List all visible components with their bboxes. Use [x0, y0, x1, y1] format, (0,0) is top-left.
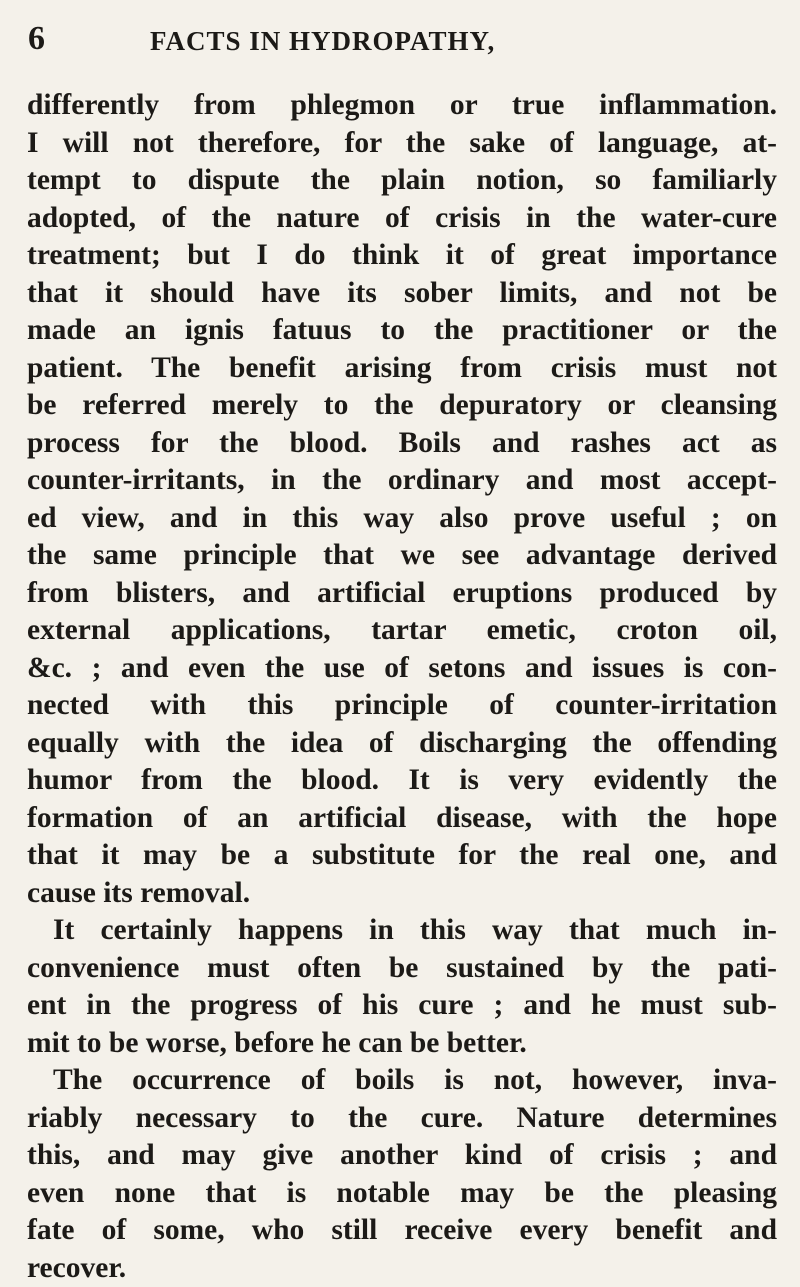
paragraph-3	[27, 1062, 777, 1287]
text-line: external applications, tartar emetic, croton oil,	[27, 612, 777, 650]
text-line: fate of some, who still receive every benefit and	[27, 1212, 777, 1250]
text-line: adopted, of the nature of crisis in the water-cure	[27, 200, 777, 238]
text-line: convenience must often be sustained by the pati-	[27, 950, 777, 988]
text-line: equally with the idea of discharging the offending	[27, 725, 777, 763]
text-line: this, and may give another kind of crisis ; and	[27, 1137, 777, 1175]
text-line: treatment; but I do think it of great importance	[27, 237, 777, 275]
text-line: riably necessary to the cure. Nature determines	[27, 1100, 777, 1138]
text-line: tempt to dispute the plain notion, so familiarly	[27, 162, 777, 200]
text-line: be referred merely to the depuratory or cleansing	[27, 387, 777, 425]
paragraph-1	[27, 87, 777, 912]
text-line: that it may be a substitute for the real one, and	[27, 837, 777, 875]
text-line: I will not therefore, for the sake of language, at-	[27, 125, 777, 163]
text-line: differently from phlegmon or true inflammation.	[27, 87, 777, 125]
text-line: that it should have its sober limits, and not be	[27, 275, 777, 313]
text-line: counter-irritants, in the ordinary and most accept-	[27, 462, 777, 500]
text-line: made an ignis fatuus to the practitioner or the	[27, 312, 777, 350]
running-title: FACTS IN HYDROPATHY,	[150, 28, 495, 55]
text-line: nected with this principle of counter-irritation	[27, 687, 777, 725]
text-line: recover.	[27, 1250, 777, 1287]
text-line: ent in the progress of his cure ; and he must sub-	[27, 987, 777, 1025]
text-line: The occurrence of boils is not, however, inva-	[27, 1062, 777, 1100]
text-line: from blisters, and artificial eruptions produced by	[27, 575, 777, 613]
text-line: formation of an artificial disease, with the hope	[27, 800, 777, 838]
text-line: patient. The benefit arising from crisis must not	[27, 350, 777, 388]
text-line: cause its removal.	[27, 875, 777, 913]
paragraph-2	[27, 912, 777, 1062]
text-line: &c. ; and even the use of setons and issues is con-	[27, 650, 777, 688]
body-text	[27, 87, 777, 1287]
text-line: It certainly happens in this way that much in-	[27, 912, 777, 950]
page-number: 6	[28, 22, 45, 56]
text-line: humor from the blood. It is very evidently the	[27, 762, 777, 800]
text-line: ed view, and in this way also prove useful ; on	[27, 500, 777, 538]
text-line: even none that is notable may be the pleasing	[27, 1175, 777, 1213]
text-line: process for the blood. Boils and rashes act as	[27, 425, 777, 463]
text-line: mit to be worse, before he can be better.	[27, 1025, 777, 1063]
text-line: the same principle that we see advantage derived	[27, 537, 777, 575]
